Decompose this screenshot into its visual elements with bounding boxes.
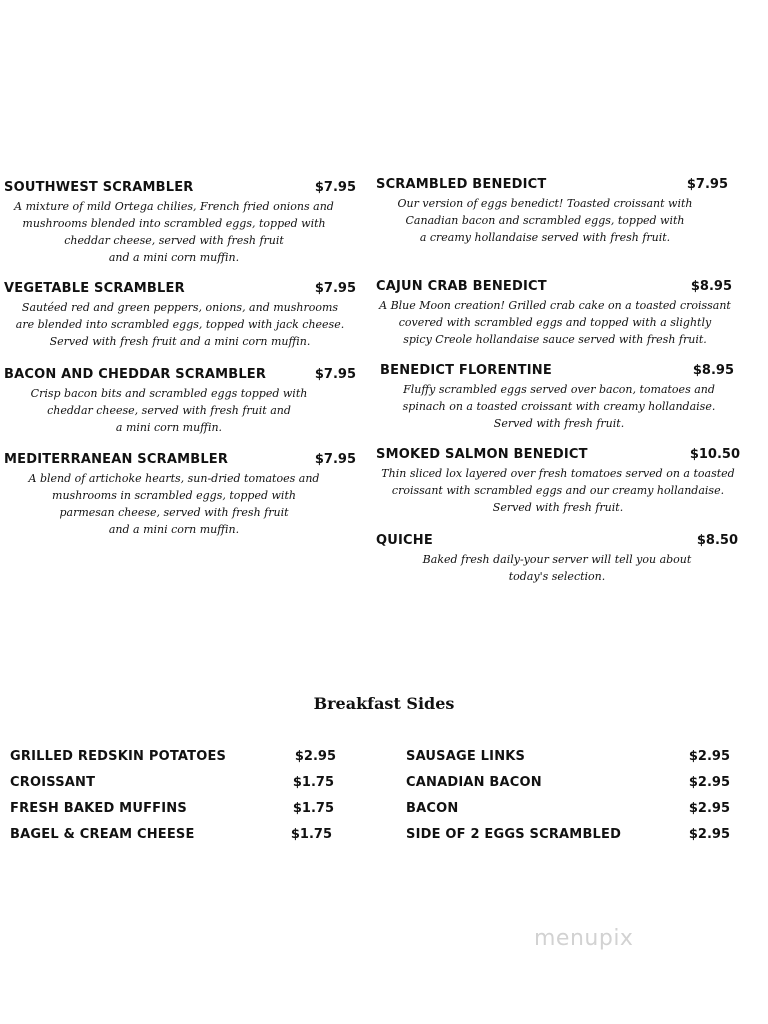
description-line: and a mini corn muffin. bbox=[108, 251, 240, 264]
description-line: a mini corn muffin. bbox=[115, 421, 223, 434]
description-line: spicy Creole hollandaise sauce served with fresh fruit. bbox=[403, 333, 707, 346]
description-line: parmesan cheese, served with fresh fruit bbox=[59, 506, 289, 519]
description-line: Served with fresh fruit and a mini corn muffin. bbox=[49, 335, 311, 348]
item-price: $8.95 bbox=[692, 363, 734, 378]
side-item bbox=[406, 827, 730, 847]
menu-item-southwest-scrambler bbox=[4, 180, 356, 266]
side-name: GRILLED REDSKIN POTATOES bbox=[10, 749, 227, 764]
item-price: $7.95 bbox=[314, 367, 356, 382]
description-line: A Blue Moon creation! Grilled crab cake on a toasted croissant bbox=[379, 299, 731, 312]
item-name: VEGETABLE SCRAMBLER bbox=[4, 281, 185, 296]
side-price: $1.75 bbox=[292, 801, 334, 816]
item-price: $7.95 bbox=[686, 177, 728, 192]
description-line: mushrooms in scrambled eggs, topped with bbox=[52, 489, 296, 502]
description-line: Our version of eggs benedict! Toasted croissant with bbox=[397, 197, 693, 210]
item-name: BACON AND CHEDDAR SCRAMBLER bbox=[4, 367, 267, 382]
item-description bbox=[4, 198, 344, 266]
side-item bbox=[10, 827, 332, 847]
side-item bbox=[406, 775, 730, 795]
item-price: $7.95 bbox=[314, 180, 356, 195]
description-line: croissant with scrambled eggs and our creamy hollandaise. bbox=[391, 484, 725, 497]
description-line: cheddar cheese, served with fresh fruit bbox=[64, 234, 284, 247]
item-description bbox=[376, 195, 714, 246]
watermark-logo: menupix bbox=[534, 926, 634, 951]
item-description bbox=[4, 385, 334, 436]
item-price: $8.95 bbox=[690, 279, 732, 294]
side-price: $1.75 bbox=[290, 827, 332, 842]
description-line: Sautéed red and green peppers, onions, and mushrooms bbox=[21, 301, 339, 314]
description-line: spinach on a toasted croissant with creamy hollandaise. bbox=[402, 400, 716, 413]
item-name: BENEDICT FLORENTINE bbox=[380, 363, 552, 378]
menu-item-vegetable-scrambler bbox=[4, 281, 356, 350]
item-name: MEDITERRANEAN SCRAMBLER bbox=[4, 452, 229, 467]
menu-item-bacon-cheddar-scrambler bbox=[4, 367, 356, 436]
item-name: SCRAMBLED BENEDICT bbox=[376, 177, 547, 192]
side-name: SAUSAGE LINKS bbox=[406, 749, 526, 764]
section-title-breakfast-sides: Breakfast Sides bbox=[313, 694, 455, 713]
description-line: Thin sliced lox layered over fresh tomatoes served on a toasted bbox=[381, 467, 735, 480]
item-name: SOUTHWEST SCRAMBLER bbox=[4, 180, 194, 195]
description-line: cheddar cheese, served with fresh fruit and bbox=[47, 404, 291, 417]
description-line: Fluffy scrambled eggs served over bacon, tomatoes and bbox=[403, 383, 715, 396]
menu-item-mediterranean-scrambler bbox=[4, 452, 356, 538]
side-name: CANADIAN BACON bbox=[406, 775, 542, 790]
side-name: CROISSANT bbox=[10, 775, 96, 790]
side-price: $1.75 bbox=[292, 775, 334, 790]
description-line: today's selection. bbox=[508, 570, 606, 583]
description-line: a creamy hollandaise served with fresh fruit. bbox=[419, 231, 671, 244]
item-description bbox=[4, 470, 344, 538]
side-price: $2.95 bbox=[688, 775, 730, 790]
description-line: covered with scrambled eggs and topped with a slightly bbox=[398, 316, 712, 329]
description-line: Canadian bacon and scrambled eggs, topped with bbox=[405, 214, 685, 227]
item-description bbox=[370, 465, 746, 516]
description-line: A blend of artichoke hearts, sun-dried tomatoes and bbox=[28, 472, 320, 485]
side-item bbox=[406, 801, 730, 821]
item-price: $10.50 bbox=[689, 447, 740, 462]
side-price: $2.95 bbox=[688, 749, 730, 764]
side-price: $2.95 bbox=[688, 801, 730, 816]
side-item bbox=[10, 749, 336, 769]
description-line: and a mini corn muffin. bbox=[108, 523, 240, 536]
item-price: $7.95 bbox=[314, 452, 356, 467]
menu-item-quiche bbox=[376, 533, 738, 585]
side-item bbox=[10, 775, 334, 795]
item-description bbox=[376, 551, 738, 585]
description-line: are blended into scrambled eggs, topped with jack cheese. bbox=[15, 318, 345, 331]
description-line: Crisp bacon bits and scrambled eggs topped with bbox=[30, 387, 308, 400]
side-name: FRESH BAKED MUFFINS bbox=[10, 801, 187, 816]
item-description bbox=[4, 299, 356, 350]
item-price: $8.50 bbox=[696, 533, 738, 548]
item-price: $7.95 bbox=[314, 281, 356, 296]
description-line: A mixture of mild Ortega chilies, French fried onions and bbox=[14, 200, 334, 213]
item-name: SMOKED SALMON BENEDICT bbox=[376, 447, 588, 462]
item-name: QUICHE bbox=[376, 533, 433, 548]
side-price: $2.95 bbox=[688, 827, 730, 842]
side-item bbox=[10, 801, 334, 821]
description-line: mushrooms blended into scrambled eggs, topped with bbox=[22, 217, 326, 230]
side-price: $2.95 bbox=[294, 749, 336, 764]
side-item bbox=[406, 749, 730, 769]
side-name: BACON bbox=[406, 801, 459, 816]
menu-item-benedict-florentine bbox=[380, 363, 738, 432]
item-description bbox=[380, 381, 738, 432]
description-line: Baked fresh daily-your server will tell you about bbox=[422, 553, 692, 566]
description-line: Served with fresh fruit. bbox=[493, 417, 625, 430]
side-name: BAGEL & CREAM CHEESE bbox=[10, 827, 195, 842]
menu-item-smoked-salmon-benedict bbox=[376, 447, 740, 516]
menu-item-cajun-crab-benedict bbox=[376, 279, 736, 348]
item-description bbox=[372, 297, 738, 348]
side-name: SIDE OF 2 EGGS SCRAMBLED bbox=[406, 827, 622, 842]
menu-item-scrambled-benedict bbox=[376, 177, 728, 246]
description-line: Served with fresh fruit. bbox=[492, 501, 624, 514]
item-name: CAJUN CRAB BENEDICT bbox=[376, 279, 547, 294]
